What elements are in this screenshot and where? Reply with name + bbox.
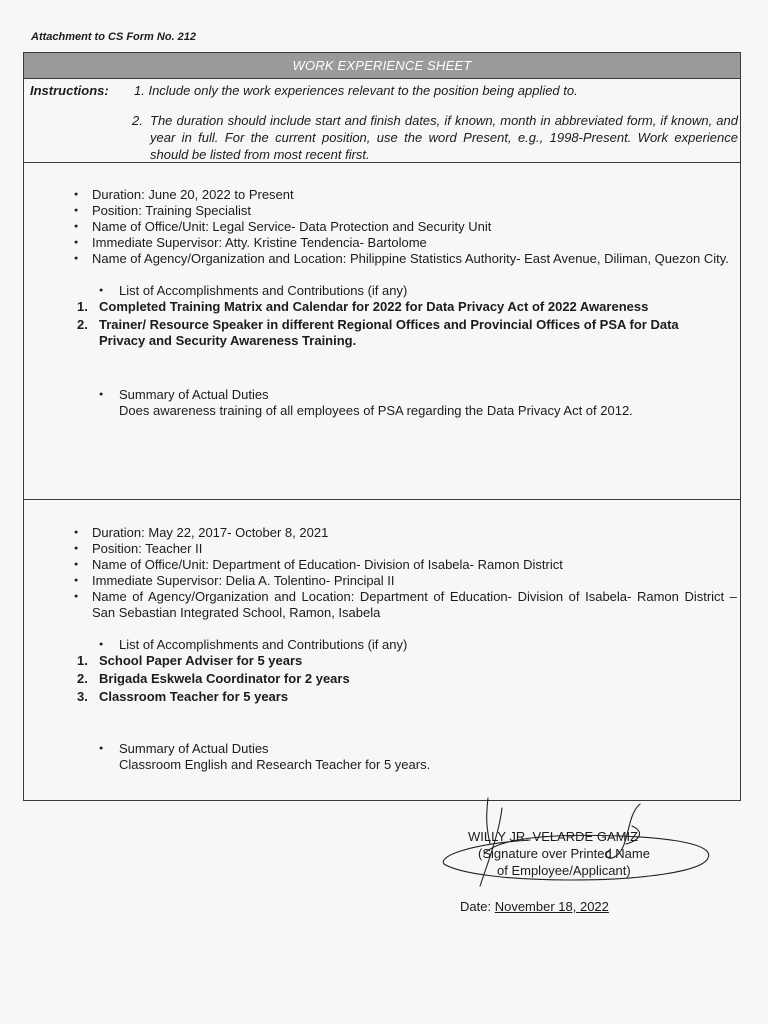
list-item-text: Trainer/ Resource Speaker in different Regional Offices and Provincial Offices of PSA for Data Privacy and Security Awareness Training. (99, 317, 679, 348)
instruction-2 (132, 112, 738, 163)
attachment-label: Attachment to CS Form No. 212 (31, 31, 197, 43)
list-item-number: 2. (77, 671, 88, 686)
entry-position: ● Position: Teacher II (24, 541, 737, 557)
form-title: WORK EXPERIENCE SHEET (24, 53, 740, 79)
list-item-text: Completed Training Matrix and Calendar for 2022 for Data Privacy Act of 2022 Awareness (99, 299, 649, 314)
work-entry-2 (24, 525, 740, 773)
instructions-label: Instructions: (30, 83, 109, 98)
signature-caption-1: (Signature over Printed Name (478, 846, 650, 861)
date-label: Date: (460, 899, 492, 914)
accomplishments-list (24, 299, 740, 349)
entry-office: ● Name of Office/Unit: Department of Education- Division of Isabela- Ramon District (24, 557, 737, 573)
date-line (460, 899, 609, 914)
list-item (24, 653, 724, 669)
entry-duration: ● Duration: May 22, 2017- October 8, 2021 (24, 525, 737, 541)
accomplishments-label: ● List of Accomplishments and Contributions (if any) (24, 637, 740, 653)
list-item-text: School Paper Adviser for 5 years (99, 653, 303, 668)
summary-text: Does awareness training of all employees of PSA regarding the Data Privacy Act of 2012. (119, 403, 633, 418)
list-item-number: 3. (77, 689, 88, 704)
signature-caption-2: of Employee/Applicant) (497, 863, 631, 878)
instructions-section (24, 78, 740, 163)
signature-block (440, 826, 730, 886)
entry-agency: ● Name of Agency/Organization and Location: Department of Education- Division of Isabela- Ramon District – San Sebastian Integrated School, Ramon, Isabela (24, 589, 737, 621)
work-entry-1 (24, 187, 740, 419)
entry-duration: ● Duration: June 20, 2022 to Present (24, 187, 737, 203)
list-item-number: 1. (77, 653, 88, 668)
list-item-number: 2. (77, 317, 88, 332)
list-item (24, 689, 724, 705)
work-experience-form (23, 52, 741, 801)
summary-label: ● Summary of Actual Duties (24, 741, 740, 757)
entry-agency: ● Name of Agency/Organization and Location: Philippine Statistics Authority- East Avenue, Diliman, Quezon City. (24, 251, 737, 267)
entry-supervisor: ● Immediate Supervisor: Delia A. Tolentino- Principal II (24, 573, 737, 589)
section-divider (24, 499, 740, 500)
signatory-name: WILLY JR. VELARDE GAMIZ (468, 829, 639, 844)
list-item-text: Classroom Teacher for 5 years (99, 689, 289, 704)
accomplishments-list (24, 653, 740, 705)
entry-position: ● Position: Training Specialist (24, 203, 737, 219)
entry-office: ● Name of Office/Unit: Legal Service- Data Protection and Security Unit (24, 219, 737, 235)
date-value: November 18, 2022 (494, 899, 609, 914)
list-item (24, 671, 724, 687)
accomplishments-label: ● List of Accomplishments and Contributions (if any) (24, 283, 740, 299)
instruction-2-text: The duration should include start and finish dates, if known, month in abbreviated form, if known, and year in full. For the current position, use the word Present, e.g., 1998-Present. Work experience should be listed from most recent first. (150, 113, 738, 162)
list-item (24, 317, 724, 349)
list-item-text: Brigada Eskwela Coordinator for 2 years (99, 671, 350, 686)
instruction-1: 1. Include only the work experiences relevant to the position being applied to. (134, 83, 578, 98)
list-item (24, 299, 724, 315)
entry-supervisor: ● Immediate Supervisor: Atty. Kristine Tendencia- Bartolome (24, 235, 737, 251)
list-item-number: 1. (77, 299, 88, 314)
instruction-2-number: 2. (132, 113, 143, 128)
summary-label: ● Summary of Actual Duties (24, 387, 740, 403)
summary-text: Classroom English and Research Teacher for 5 years. (119, 757, 431, 772)
